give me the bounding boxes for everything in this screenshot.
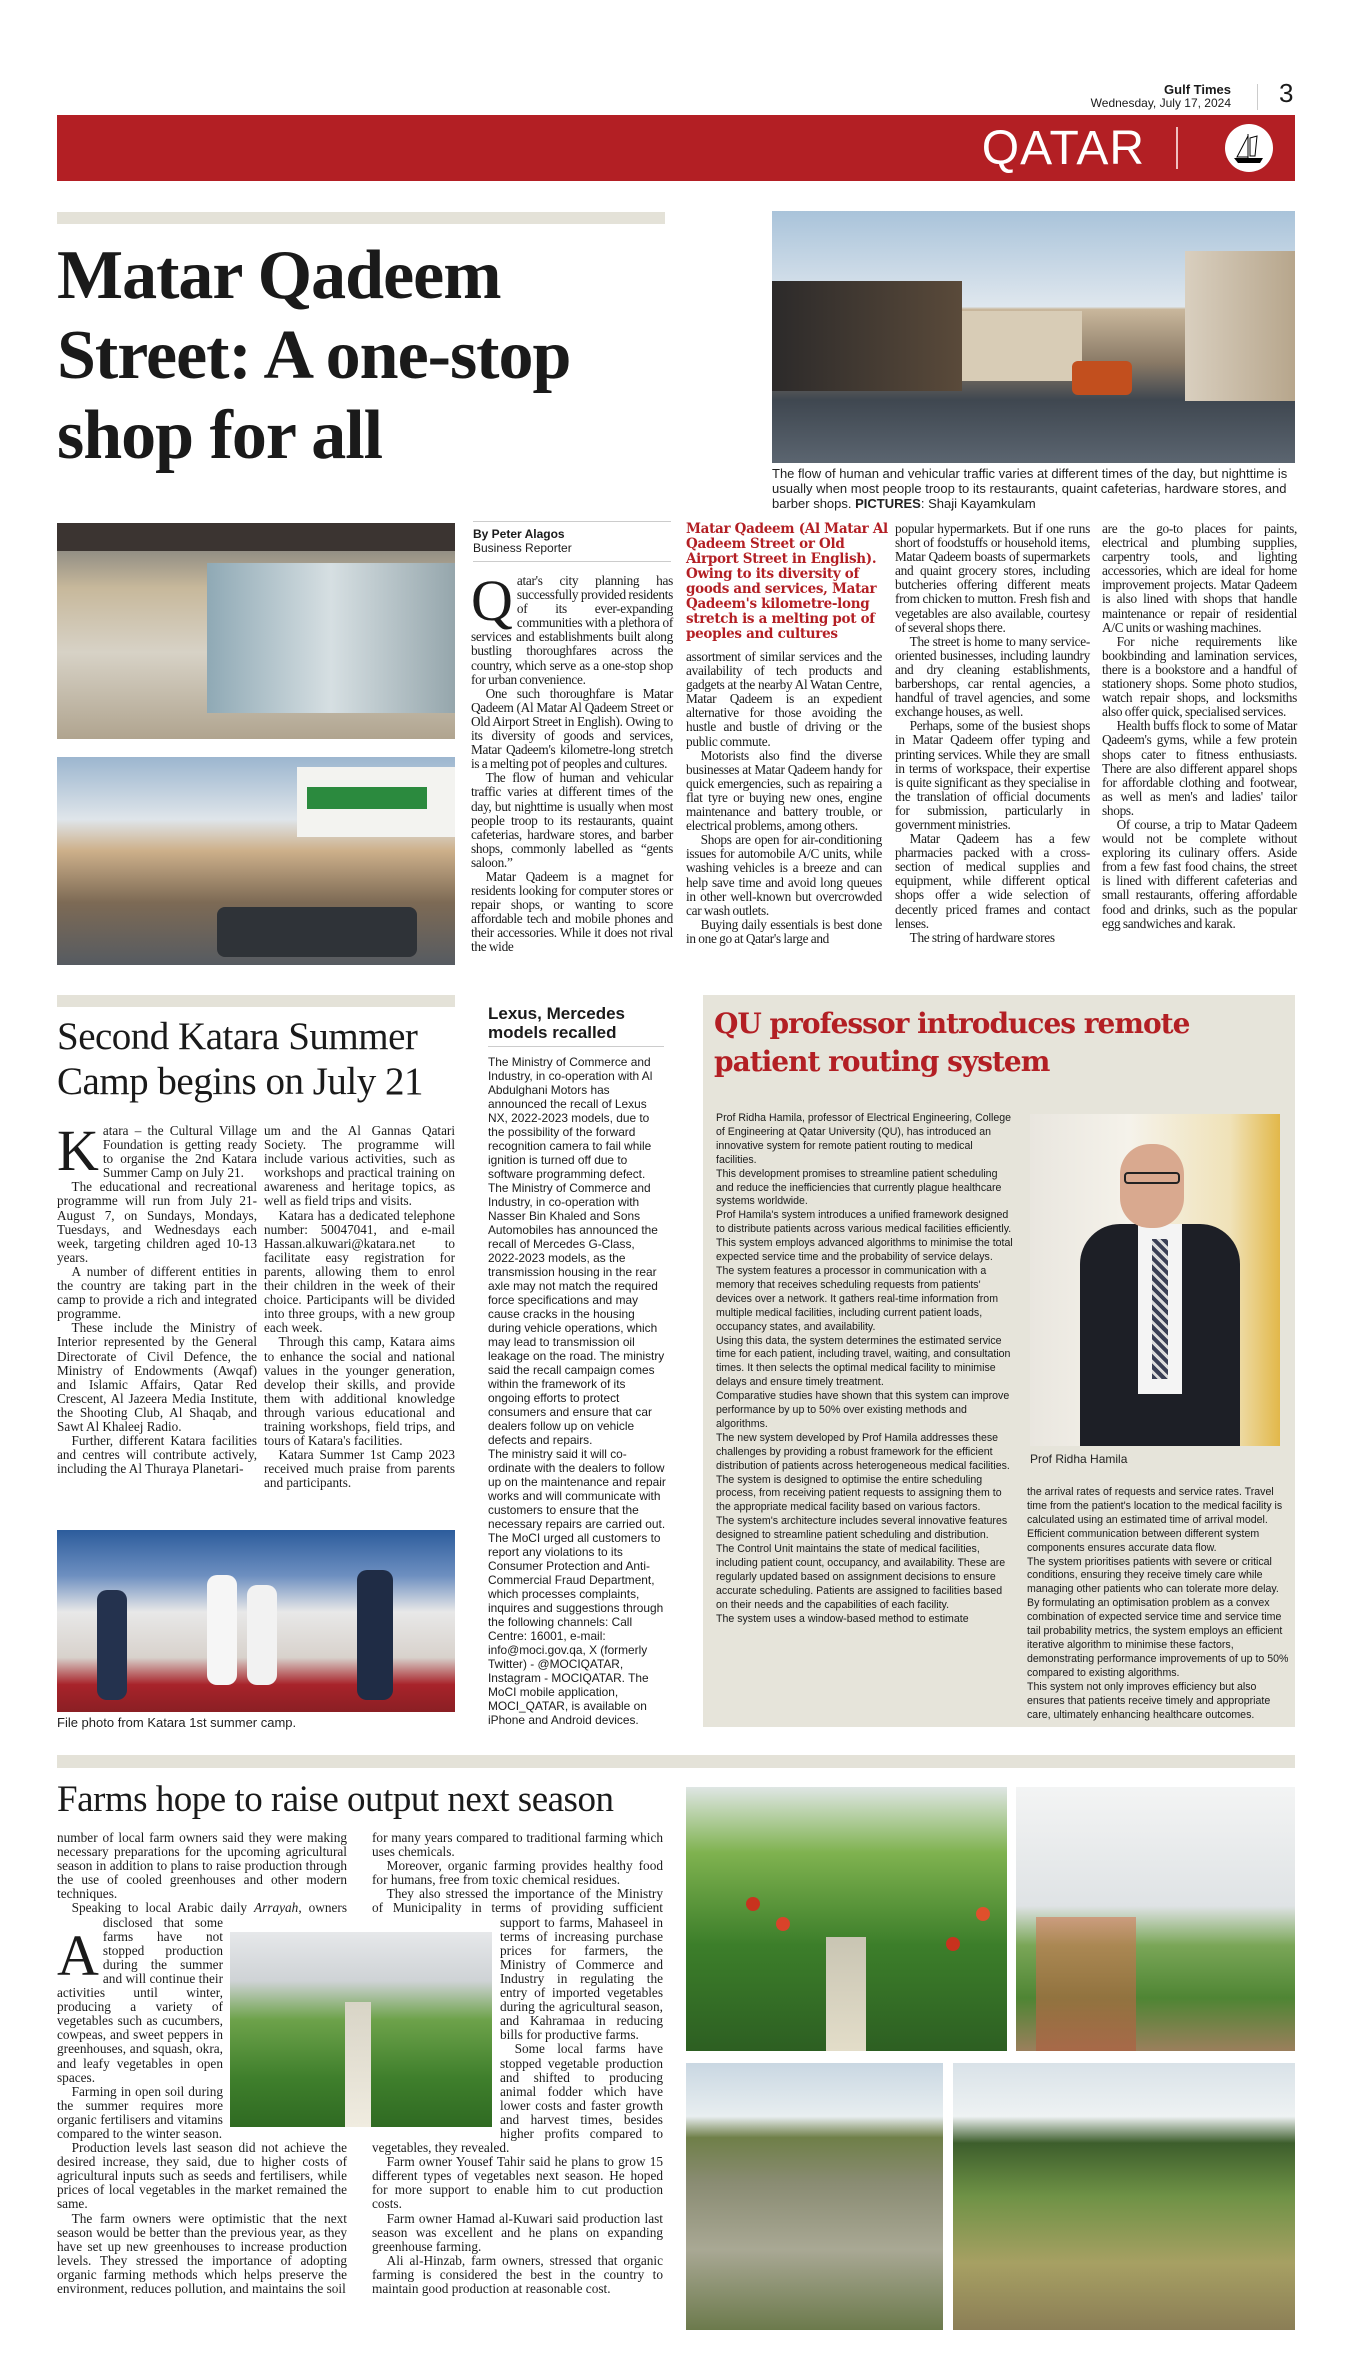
katara-column-1 [57, 1118, 257, 1512]
section-rule [57, 212, 665, 224]
paragraph: Using this data, the system determines the estimated service time for each patient, including travel, waiting, and consultation times. It then selects the optimal medical facility to minimise delays and ensure timely treatment. [716, 1334, 1011, 1389]
main-story-column-2 [686, 650, 882, 946]
professor-portrait-photo [1030, 1114, 1280, 1446]
street-photo-caption [772, 466, 1295, 511]
paragraph: The educational and recreational programme will run from July 21-August 7, on Sundays, Mondays, Tuesdays, and Wednesdays each week, targeting children aged 10-13 years. [57, 1179, 257, 1265]
paragraph: Katara has a dedicated telephone number: 50047041, and e-mail Hassan.alkuwari@katara.net to facilitate easy registration for parents, allowing them to enrol their children in the week of their choice. Participants will be divided into three groups, with a new group each week. [264, 1207, 455, 1336]
paragraph: The MoCI urged all customers to report any violations to its Consumer Protection and Anti-Commercial Fraud Department, which processes complaints, inquires and suggestions through the following channels: Call Centre: 16001, e-mail: info@moci.gov.qa, X (formerly Twitter) - @MOCIQATAR, Instagram - MOCIQATAR. The MoCI mobile application, MOCI_QATAR, is available on iPhone and Android devices. [488, 1531, 664, 1727]
byline [473, 527, 572, 555]
byline-rule-bottom [473, 561, 671, 562]
summer-camp-photo [57, 1530, 455, 1712]
professor-portrait-caption: Prof Ridha Hamila [1030, 1452, 1128, 1466]
paragraph: Buying daily essentials is best done in one go at Qatar's large and [686, 916, 882, 946]
paragraph: Prof Ridha Hamila, professor of Electrical Engineering, College of Engineering at Qatar University (QU), has introduced an innovative system for remote patient routing to medical facilities. [716, 1112, 1012, 1166]
headline-line: shop for all [57, 397, 383, 474]
headline-line: Street: A one-stop [57, 317, 571, 394]
paragraph: for many years compared to traditional farming which uses chemicals. [372, 1830, 663, 1860]
paragraph: Prof Hamila's system introduces a unified framework designed to distribute patients across various medical facilities efficiently. This system employs advanced algorithms to minimise the total expected service time and the probability of service delays. [716, 1209, 1013, 1264]
paragraph: Further, different Katara facilities and centres will contribute actively, including the Al Thuraya Planetari- [57, 1433, 257, 1477]
paragraph: This system not only improves efficiency but also ensures that patients receive timely and appropriate care, ultimately enhancing healthcare outcomes. [1027, 1680, 1271, 1721]
text: , owners disclosed that some farms have not stopped production during the summer and will continue their activities until winter, producing a variety of vegetables such as cucumbers, cowpeas, and sweet peppers in greenhouses, and squash, okra, and leafy vegetables in open spaces. [57, 1900, 347, 2085]
page-divider [1257, 84, 1258, 110]
publication-name: Arrayah [254, 1900, 299, 1916]
paragraph: atara – the Cultural Village Foundation is getting ready to organise the 2nd Katara Summer Camp on July 21. [102, 1123, 257, 1181]
qu-right-column [1027, 1486, 1289, 1722]
main-story-column-3 [895, 522, 1090, 945]
section-divider [1176, 127, 1178, 169]
main-story-column-4 [1102, 522, 1297, 931]
paragraph: The system's architecture includes several innovative features designed to streamline patient scheduling and distribution. [716, 1515, 1008, 1542]
paragraph: atar's city planning has successfully provided residents of its ever-expanding communities with a plethora of services and establishments built along bustling thoroughfares across the country, which serve as a one-stop shop for urban convenience. [471, 573, 673, 687]
shop-row-photo [57, 757, 455, 965]
paragraph: The Ministry of Commerce and Industry, in co-operation with Al Abdulghani Motors has announced the recall of Lexus NX, 2022-2023 models, due to the possibility of the forward recognition camera to fail while ignition is turned off due to software programming defect. [488, 1055, 653, 1181]
greenhouse-cucumber-photo [230, 1932, 492, 2127]
open-field-photo [686, 2063, 943, 2330]
caption-text: The flow of human and vehicular traffic varies at different times of the day, but nighttime is usually when most people troop to its restaurants, quaint cafeterias, hardware stores, and barber shops. [772, 466, 1288, 511]
paragraph: The system features a processor in communication with a memory that receives scheduling requests from patients' devices over a network. It gathers real-time information from multiple medical facilities, including current patient loads, occupancy states, and availability. [716, 1264, 999, 1333]
paragraph: Shops are open for air-conditioning issues for automobile A/C units, while washing vehicles is a breeze and can help save time and avoid long queues in other well-known but overcrowded car wash outlets. [686, 832, 882, 918]
paragraph: The Ministry of Commerce and Industry, in co-operation with Nasser Bin Khaled and Sons Automobiles has announced the recall of Mercedes G-Class, 2022-2023 models, as the transmission housing in the rear axle may not match the required force specifications and may cause cracks in the housing during vehicle operations, which may lead to transmission oil leakage on the road. The ministry said the recall campaign comes within the framework of its ongoing efforts to protect consumers and ensure that car dealers follow up on vehicle defects and repairs. [488, 1181, 665, 1447]
lexus-body [488, 1055, 668, 1800]
headline-line: Matar Qadeem [57, 237, 501, 314]
paragraph: Farming in open soil during the summer requires more organic fertilisers and vitamins compared to the winter season. [57, 2083, 223, 2141]
drop-cap: K [57, 1118, 99, 1183]
paragraph: number of local farm owners said they were making necessary preparations for the upcoming agricultural season in addition to plans to raise production through the use of cooled greenhouses and other modern techniques. [57, 1830, 347, 1902]
qu-headline [714, 1005, 1189, 1081]
katara-column-2 [264, 1124, 455, 1512]
street-photo [772, 211, 1295, 463]
headline-line: Camp begins on July 21 [57, 1060, 423, 1103]
paragraph: This development promises to streamline patient scheduling and reduce the inefficiencies that currently plague healthcare systems worldwide. [716, 1167, 1002, 1208]
lexus-rule [488, 1046, 664, 1047]
paragraph: Perhaps, some of the busiest shops in Matar Qadeem offer typing and printing services. While they are small in terms of workspace, their expertise is quite significant as they specialise in the translation of official documents for submission, particularly in government ministries. [895, 718, 1090, 832]
drop-cap: Q [471, 568, 513, 633]
paragraph: Production levels last season did not achieve the desired increase, they said, due to higher costs of agricultural inputs such as seeds and fertilisers, while prices of local vegetables in the market remained the same. [57, 2140, 347, 2212]
pepper-greenhouse-photo [1016, 1787, 1295, 2051]
dhow-boat-icon [1225, 124, 1273, 172]
paragraph: Farm owner Yousef Tahir said he plans to grow 15 different types of vegetables next season. He hoped for more support to enable him to cut production costs. [372, 2154, 663, 2212]
issue-date: Wednesday, July 17, 2024 [1090, 96, 1231, 110]
farms-headline: Farms hope to raise output next season [57, 1779, 614, 1820]
pull-quote: Matar Qadeem (Al Matar Al Qadeem Street or Old Airport Street in English). Owing to its diversity of goods and services, Matar Qadeem's kilometre-long stretch is a melting pot of peoples and cultures [686, 521, 888, 642]
paragraph: the arrival rates of requests and service rates. Travel time from the patient's location to the medical facility is calculated using an estimated time of arrival model. Efficient communication between different system components ensures accurate data flow. [1027, 1486, 1283, 1554]
paragraph: Through this camp, Katara aims to enhance the social and national values in the younger generation, develop their skills, and provide them with additional knowledge through various educational and training workshops, field trips, and tours of Katara's facilities. [264, 1334, 455, 1449]
paragraph: are the go-to places for paints, electrical and plumbing supplies, carpentry tools, and lighting accessories, which are ideal for home improvement projects. Matar Qadeem is also lined with shops that handle maintenance or repair of residential A/C units or washing machines. [1102, 521, 1297, 635]
paragraph: Katara Summer 1st Camp 2023 received much praise from parents and participants. [264, 1447, 455, 1491]
paragraph: The ministry said it will co-ordinate with the dealers to follow up on the maintenance and repair works and will communicate with customers to ensure that the necessary repairs are carried out. [488, 1447, 666, 1531]
paragraph: They also stressed the importance of the Ministry of Municipality in terms of providing sufficient support to farms, Mahaseel in terms of increasing purchase prices for farmers, the Ministry of Commerce and Industry in regulating the entry of imported vegetables during the agricultural season, and Kahramaa in reducing bills for productive farms. [372, 1886, 663, 2043]
main-story-column-1 [471, 568, 673, 955]
paragraph: Health buffs flock to some of Matar Qadeem's gyms, while a few protein shops cater to fitness enthusiasts. There are also different apparel shops for affordable clothing and footwear, as well as men's and ladies' tailor shops. [1102, 718, 1297, 818]
paragraph: Farm owner Hamad al-Kuwari said production last season was excellent and he plans on expanding greenhouse farming. [372, 2210, 663, 2254]
byline-author: By Peter Alagos [473, 527, 565, 541]
paragraph: Matar Qadeem has a few pharmacies packed with a cross-section of medical supplies and equipment, while different optical shops offer a wide selection of decently priced frames and contact lenses. [895, 831, 1090, 931]
main-headline [57, 236, 737, 476]
paragraph: um and the Al Gannas Qatari Society. The programme will include various activities, such as workshops and practical training on awareness and heritage topics, as well as field trips and visits. [264, 1123, 455, 1209]
text: Speaking to local Arabic daily [71, 1900, 254, 1916]
paragraph: The Control Unit maintains the state of medical facilities, including patient count, occupancy, and availability. These are regularly updated based on assignment decisions to ensure accurate scheduling. Patients are assigned to facilities based on their needs and the capabilities of each facility. [716, 1543, 1006, 1611]
paper-name: Gulf Times [1164, 82, 1231, 97]
paragraph: For niche requirements like bookbinding and lamination services, there is a bookstore and a handful of stationery shops. Some photo studios, watch repair shops, and locksmiths also offer quick, specialised services. [1102, 633, 1297, 720]
paragraph: The system prioritises patients with severe or critical conditions, ensuring they receive timely care while managing other patients who can tolerate more delay. By formulating an optimisation problem as a convex combination of expected service time and service time tail probability metrics, the system employs an efficient iterative algorithm to minimise these factors, demonstrating performance improvements of up to 50% compared to existing algorithms. [1027, 1555, 1289, 1679]
headline-line: Lexus, Mercedes [488, 1004, 626, 1023]
qu-left-column [716, 1112, 1016, 1722]
page-number: 3 [1279, 78, 1294, 108]
paragraph: Moreover, organic farming provides healthy food for humans, free from toxic chemical residues. [372, 1858, 663, 1888]
paragraph: A number of different entities in the country are taking part in the camp to provide a rich and integrated programme. [57, 1263, 257, 1322]
shopfront-photo [57, 523, 455, 739]
paragraph: One such thoroughfare is Matar Qadeem (Al Matar Al Qadeem Street or Old Airport Street in English). Owing to its diversity of goods and services, Matar Qadeem's kilometre-long stretch is a melting pot of peoples and cultures. [471, 685, 673, 772]
paragraph: Matar Qadeem is a magnet for residents looking for computer stores or repair shops, or wanting to score affordable tech and mobile phones and their accessories. While it does not rival the wide [471, 868, 673, 955]
photo-credit-label: PICTURES [855, 496, 921, 511]
paragraph: The farm owners were optimistic that the next season would be better than the previous year, as they have set up new greenhouses to increase production levels. They stressed the importance of adopting organic farming methods which helps preserve the environment, reduces pollution, and maintains the soil [57, 2210, 347, 2296]
paragraph: Of course, a trip to Matar Qadeem would not be complete without exploring its culinary offers. Aside from a few fast food chains, the street is lined with different cafeterias and small restaurants, offering affordable food and drinks, such as the popular egg sandwiches and karak. [1102, 816, 1297, 931]
photo-credit-name: : Shaji Kayamkulam [920, 496, 1036, 511]
lexus-headline [488, 1004, 625, 1042]
paragraph: The flow of human and vehicular traffic varies at different times of the day, but nighttime is usually when most people troop to its restaurants, quaint cafeterias, hardware stores, and barber shops, commonly labelled as “gents saloon.” [471, 770, 673, 870]
headline-line: models recalled [488, 1023, 617, 1042]
greenhouse-rows-photo [686, 1787, 1007, 2051]
paragraph: The street is home to many service-oriented businesses, including laundry and dry cleaning establishments, barbershops, car rental agencies, a handful of travel agencies, and some exchange houses, as well. [895, 633, 1090, 720]
paragraph: Ali al-Hinzab, farm owners, stressed that organic farming is considered the best in the country to maintain good production at reasonable cost. [372, 2252, 663, 2296]
section-title: QATAR [981, 122, 1145, 175]
paragraph: Some local farms have stopped vegetable production and shifted to producing animal fodder which have lower costs and faster growth and harvest times, besides higher profits compared to vegetables, they revealed. [372, 2041, 663, 2156]
katara-headline [57, 1014, 423, 1104]
byline-rule-top [473, 521, 671, 522]
section-rule [57, 995, 455, 1007]
paragraph: Comparative studies have shown that this system can improve performance by up to 50% over existing methods and algorithms. [716, 1390, 1010, 1430]
farm-field-photo [953, 2063, 1295, 2330]
drop-cap: A [57, 1923, 99, 1988]
headline-line: patient routing system [714, 1045, 1050, 1078]
paragraph: assortment of similar services and the availability of tech products and gadgets at the nearby Al Watan Centre, Matar Qadeem is an expedient alternative for those avoiding the hustle and bustle of driving or the public commute. [686, 649, 882, 749]
paragraph: These include the Ministry of Interior represented by the General Directorate of Civil Defence, the Ministry of Endowments (Awqaf) and Islamic Affairs, Qatar Red Crescent, Al Jazeera Media Institute, the Shooting Club, Al Shaqab, and Sawt Al Khaleej Radio. [57, 1320, 257, 1434]
paragraph: Motorists also find the diverse businesses at Matar Qadeem handy for quick emergencies, such as repairing a flat tyre or buying new ones, engine maintenance and battery trouble, or electrical problems, among others. [686, 747, 882, 834]
byline-role: Business Reporter [473, 541, 572, 555]
paragraph: The new system developed by Prof Hamila addresses these challenges by providing a robust framework for the efficient distribution of patients across heterogeneous medical facilities. The system is designed to optimise the entire scheduling process, from receiving patient requests to assigning them to the appropriate medical facility based on various factors. [716, 1431, 1010, 1514]
paragraph: The string of hardware stores [909, 929, 1055, 945]
paragraph: The system uses a window-based method to estimate [716, 1612, 969, 1625]
section-rule [57, 1755, 1295, 1768]
headline-line: Second Katara Summer [57, 1015, 418, 1058]
section-banner [57, 115, 1295, 181]
summer-camp-caption: File photo from Katara 1st summer camp. [57, 1715, 297, 1730]
headline-line: QU professor introduces remote [714, 1007, 1190, 1040]
paragraph: popular hypermarkets. But if one runs short of foodstuffs or household items, Matar Qadeem boasts of supermarkets and quaint grocery stores, including butcheries offering different meats from chicken to mutton. Fresh fish and vegetables are also available, courtesy of several shops there. [895, 521, 1090, 635]
